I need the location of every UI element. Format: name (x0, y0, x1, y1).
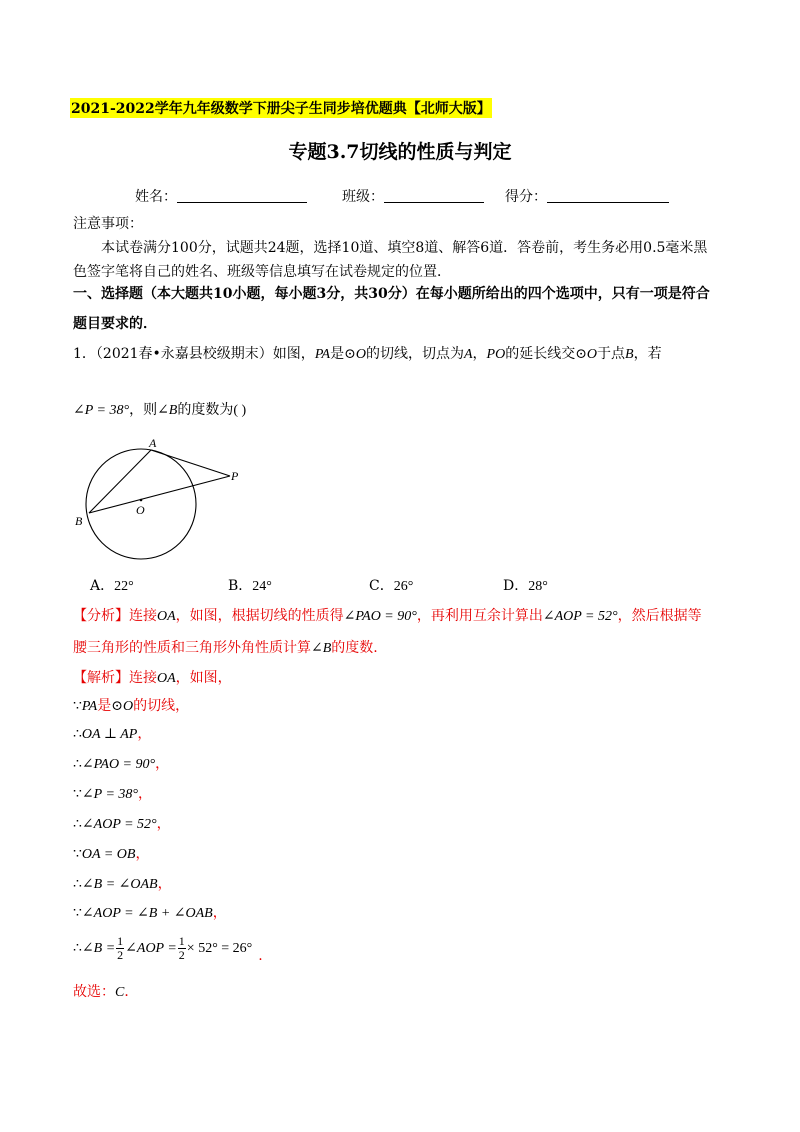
step-expr: ∠B = ∠OAB (81, 877, 158, 892)
analysis-line1 (73, 604, 702, 629)
notes-body-line2: 色签字笔将自己的姓名、班级等信息填写在试卷规定的位置． (73, 264, 451, 280)
math-circle-o: ⊙O (344, 347, 366, 362)
solution-line (73, 666, 232, 691)
step-symbol: ∵ (73, 906, 82, 921)
fraction-denominator: 2 (117, 947, 124, 962)
step-expr: ∠PAO = 90° (81, 757, 156, 772)
step-7 (73, 872, 172, 897)
step-8 (73, 901, 227, 926)
step-1 (73, 694, 189, 719)
step-3 (73, 752, 169, 777)
final-mid: ∠AOP = (125, 941, 177, 956)
q-text: 的度数为 (177, 402, 234, 418)
fraction-numerator: 1 (117, 933, 124, 948)
answer-choice: C (115, 985, 125, 1000)
answer-label: 故选： (73, 984, 115, 1000)
geometry-figure (70, 430, 260, 570)
step-tail: . (258, 948, 263, 964)
math-eq-pao: ∠PAO = 90° (343, 609, 417, 624)
step-tail: 的切线， (133, 698, 190, 714)
step-tail: ， (135, 846, 150, 862)
label-o: O (136, 503, 145, 517)
name-blank (177, 188, 307, 203)
q-text: 的延长线交 (505, 346, 576, 362)
answer-paren: ( ) (233, 403, 247, 418)
fraction-half-2 (178, 935, 186, 962)
step-tail: ， (138, 786, 152, 802)
math-point-b: B (625, 347, 634, 362)
class-label: 班级： (342, 189, 384, 205)
step-expr: PA (81, 699, 98, 714)
class-blank (384, 188, 484, 203)
step-text: 是 (97, 698, 112, 714)
analysis-text: 连接 (129, 608, 157, 624)
page-title: 专题3.7切线的性质与判定 (288, 141, 512, 163)
step-symbol: ∴ (73, 941, 82, 956)
math-oa: OA (157, 609, 176, 624)
section-heading-line2: 题目要求的． (73, 316, 157, 332)
section-heading-line1: 一、选择题（本大题共10小题，每小题3分，共30分）在每小题所给出的四个选项中，只有一项是符合 (73, 286, 710, 302)
q-text: 于点 (597, 346, 626, 362)
option-c (369, 574, 413, 599)
option-a (90, 574, 134, 599)
step-tail: ， (137, 726, 152, 742)
q-text: 的切线，切点为 (365, 346, 464, 362)
step-symbol: ∴ (73, 877, 82, 892)
name-label: 姓名： (135, 189, 177, 205)
step-tail: ， (157, 876, 172, 892)
step-symbol: ∵ (73, 699, 82, 714)
step-expr: ∠AOP = ∠B + ∠OAB (81, 906, 213, 921)
option-b (228, 574, 272, 599)
q-text: ， (472, 346, 487, 362)
option-value: 22° (114, 579, 134, 594)
analysis-text: ，如图，根据切线的性质得 (175, 608, 344, 624)
q-text: ，若 (633, 346, 662, 362)
name-field (135, 186, 307, 206)
question-source: （2021春•永嘉县校级期末）如图， (95, 346, 315, 362)
analysis-text: 腰三角形的性质和三角形外角性质计算 (73, 640, 311, 656)
label-b: B (75, 514, 83, 528)
step-symbol: ∴ (73, 727, 82, 742)
step-6 (73, 842, 149, 867)
final-rhs: × 52° = 26° (186, 941, 253, 956)
step-expr: ⊙O (111, 699, 134, 714)
option-d (503, 574, 548, 599)
segment-ap (151, 450, 230, 476)
step-expr: OA ⊥ AP (81, 727, 138, 742)
analysis-tag: 【分析】 (73, 608, 129, 624)
step-expr: ∠AOP = 52° (81, 817, 157, 832)
step-symbol: ∵ (73, 787, 82, 802)
math-point-a: A (463, 347, 473, 362)
q-text: ，则 (129, 402, 158, 418)
option-value: 26° (393, 579, 414, 594)
final-lhs: ∠B = (81, 941, 116, 956)
step-tail: ， (212, 905, 227, 921)
step-symbol: ∵ (73, 847, 82, 862)
math-po: PO (486, 347, 506, 362)
label-a: A (149, 436, 157, 450)
class-field (342, 186, 484, 206)
score-field (505, 186, 669, 206)
document-header: 2021-2022学年九年级数学下册尖子生同步培优题典【北师大版】 (70, 98, 492, 118)
solution-text: ，如图， (175, 670, 232, 686)
score-label: 得分： (505, 189, 547, 205)
analysis-text: 的度数. (331, 640, 378, 656)
step-symbol: ∴ (73, 817, 82, 832)
math-pa: PA (314, 347, 331, 362)
answer-tail: ． (124, 984, 139, 1000)
option-letter: C． (369, 578, 394, 594)
segment-bp (89, 476, 230, 513)
analysis-text: ，再利用互余计算出 (416, 608, 543, 624)
fraction-half (116, 935, 124, 962)
step-symbol: ∴ (73, 757, 82, 772)
math-circle-o-2: ⊙O (575, 347, 598, 362)
math-angle-b: ∠B (311, 641, 332, 656)
q-text: 是 (330, 346, 345, 362)
step-2 (73, 722, 151, 747)
analysis-line2 (73, 636, 378, 661)
notes-body-line1: 本试卷满分100分，试题共24题，选择10道、填空8道、解答6道．答卷前，考生务必用0.5毫米黑 (101, 240, 708, 256)
option-value: 24° (252, 579, 272, 594)
option-letter: B． (228, 578, 253, 594)
math-eq-aop: ∠AOP = 52° (542, 609, 618, 624)
step-4 (73, 782, 152, 807)
notes-heading: 注意事项： (73, 216, 143, 232)
answer-line (73, 980, 138, 1005)
question-number: 1． (73, 346, 96, 362)
step-tail: ， (155, 756, 170, 772)
solution-text: 连接 (129, 670, 157, 686)
analysis-text: ，然后根据等 (617, 608, 702, 624)
step-final (73, 930, 263, 967)
score-blank (547, 188, 669, 203)
center-point (140, 499, 143, 502)
step-5 (73, 812, 171, 837)
step-expr: ∠P = 38° (81, 787, 138, 802)
option-letter: D． (503, 578, 529, 594)
option-value: 28° (528, 579, 548, 594)
step-expr: OA = OB (81, 847, 136, 862)
fraction-denominator: 2 (178, 947, 185, 962)
option-letter: A． (90, 578, 115, 594)
step-tail: ， (156, 816, 171, 832)
question-1-line2 (73, 398, 246, 423)
math-oa: OA (157, 671, 176, 686)
label-p: P (231, 469, 239, 483)
solution-tag: 【解析】 (73, 670, 129, 686)
math-condition: ∠P = 38° (73, 403, 130, 418)
question-1-line1 (73, 342, 662, 367)
fraction-numerator: 1 (178, 933, 185, 948)
math-angle-b: ∠B (157, 403, 178, 418)
